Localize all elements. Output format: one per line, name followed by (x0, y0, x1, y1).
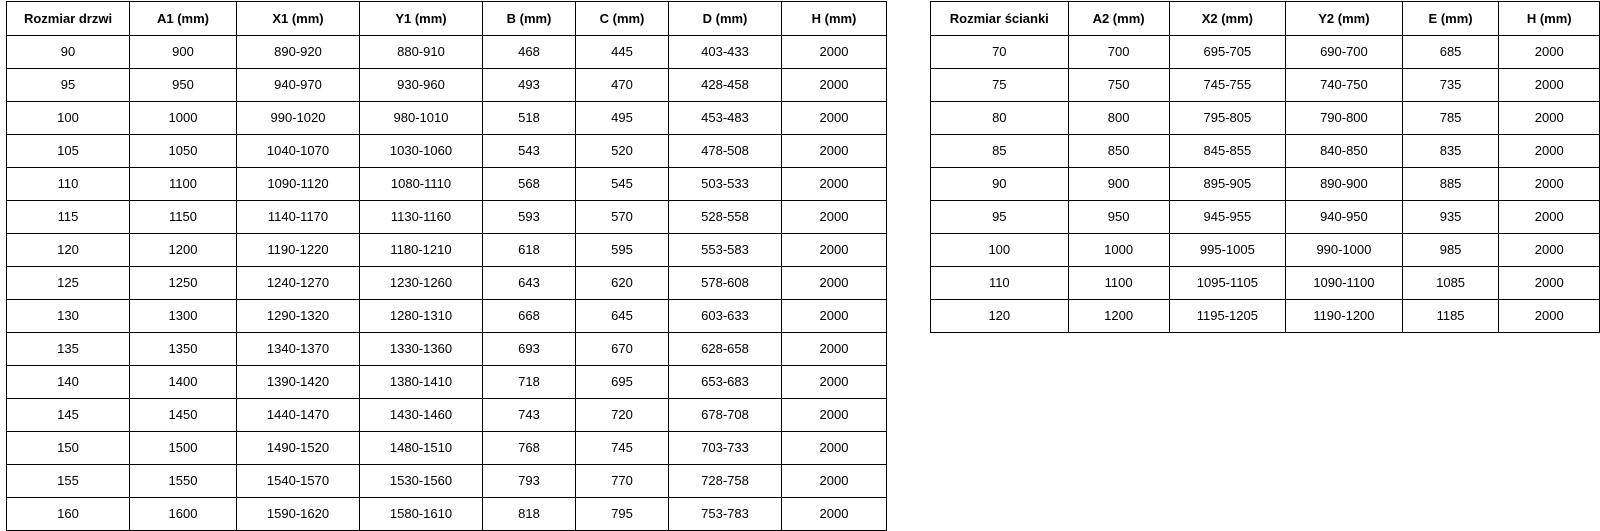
table-row (7, 498, 887, 531)
table-row (7, 135, 887, 168)
table-cell: 935 (1402, 201, 1499, 234)
table-cell: 768 (483, 432, 576, 465)
column-header: B (mm) (483, 2, 576, 36)
table-cell: 2000 (1499, 267, 1600, 300)
table-cell: 990-1000 (1286, 234, 1403, 267)
table-cell: 110 (7, 168, 130, 201)
table-cell: 895-905 (1169, 168, 1286, 201)
table-cell: 428-458 (669, 69, 782, 102)
table-cell: 740-750 (1286, 69, 1403, 102)
table-cell: 160 (7, 498, 130, 531)
table-cell: 653-683 (669, 366, 782, 399)
column-header: Rozmiar drzwi (7, 2, 130, 36)
table-cell: 1250 (130, 267, 237, 300)
table-row (7, 102, 887, 135)
wall-size-table-header (931, 2, 1600, 36)
table-cell: 1150 (130, 201, 237, 234)
table-cell: 110 (931, 267, 1069, 300)
table-cell: 1580-1610 (360, 498, 483, 531)
table-cell: 445 (576, 36, 669, 69)
table-cell: 503-533 (669, 168, 782, 201)
table-cell: 1240-1270 (237, 267, 360, 300)
table-cell: 568 (483, 168, 576, 201)
table-cell: 685 (1402, 36, 1499, 69)
table-row (931, 36, 1600, 69)
table-row (931, 168, 1600, 201)
table-cell: 578-608 (669, 267, 782, 300)
table-cell: 2000 (782, 102, 887, 135)
table-cell: 980-1010 (360, 102, 483, 135)
table-cell: 1590-1620 (237, 498, 360, 531)
column-header: Rozmiar ścianki (931, 2, 1069, 36)
table-cell: 818 (483, 498, 576, 531)
table-cell: 518 (483, 102, 576, 135)
table-cell: 985 (1402, 234, 1499, 267)
table-cell: 2000 (782, 168, 887, 201)
table-cell: 2000 (782, 234, 887, 267)
table-row (931, 234, 1600, 267)
column-header: X1 (mm) (237, 2, 360, 36)
table-cell: 1430-1460 (360, 399, 483, 432)
column-header: A2 (mm) (1068, 2, 1169, 36)
table-cell: 2000 (1499, 69, 1600, 102)
table-cell: 900 (130, 36, 237, 69)
table-cell: 670 (576, 333, 669, 366)
table-row (7, 201, 887, 234)
table-cell: 495 (576, 102, 669, 135)
table-cell: 1080-1110 (360, 168, 483, 201)
table-cell: 890-920 (237, 36, 360, 69)
table-cell: 1030-1060 (360, 135, 483, 168)
table-cell: 770 (576, 465, 669, 498)
table-cell: 1085 (1402, 267, 1499, 300)
table-cell: 403-433 (669, 36, 782, 69)
table-row (931, 102, 1600, 135)
table-cell: 643 (483, 267, 576, 300)
table-row (931, 201, 1600, 234)
table-header-row (931, 2, 1600, 36)
table-cell: 478-508 (669, 135, 782, 168)
column-header: H (mm) (1499, 2, 1600, 36)
table-cell: 1100 (1068, 267, 1169, 300)
table-cell: 2000 (782, 498, 887, 531)
table-cell: 120 (931, 300, 1069, 333)
table-row (7, 366, 887, 399)
table-cell: 100 (7, 102, 130, 135)
table-cell: 95 (931, 201, 1069, 234)
table-row (931, 135, 1600, 168)
table-cell: 1090-1100 (1286, 267, 1403, 300)
table-cell: 1340-1370 (237, 333, 360, 366)
table-cell: 795 (576, 498, 669, 531)
table-cell: 543 (483, 135, 576, 168)
table-cell: 2000 (782, 36, 887, 69)
table-row (7, 465, 887, 498)
table-cell: 750 (1068, 69, 1169, 102)
table-cell: 995-1005 (1169, 234, 1286, 267)
table-cell: 945-955 (1169, 201, 1286, 234)
table-row (7, 333, 887, 366)
table-cell: 1180-1210 (360, 234, 483, 267)
table-cell: 453-483 (669, 102, 782, 135)
table-cell: 2000 (782, 465, 887, 498)
table-cell: 835 (1402, 135, 1499, 168)
column-header: E (mm) (1402, 2, 1499, 36)
table-cell: 595 (576, 234, 669, 267)
table-cell: 2000 (782, 201, 887, 234)
table-cell: 75 (931, 69, 1069, 102)
table-cell: 1550 (130, 465, 237, 498)
table-cell: 2000 (782, 267, 887, 300)
table-row (7, 267, 887, 300)
table-cell: 1095-1105 (1169, 267, 1286, 300)
door-size-table-header (7, 2, 887, 36)
table-cell: 120 (7, 234, 130, 267)
table-cell: 800 (1068, 102, 1169, 135)
table-cell: 790-800 (1286, 102, 1403, 135)
table-cell: 2000 (782, 399, 887, 432)
table-cell: 2000 (1499, 300, 1600, 333)
table-cell: 1480-1510 (360, 432, 483, 465)
table-cell: 2000 (782, 300, 887, 333)
table-cell: 1000 (1068, 234, 1169, 267)
table-cell: 1190-1200 (1286, 300, 1403, 333)
table-cell: 728-758 (669, 465, 782, 498)
table-row (7, 234, 887, 267)
table-cell: 1230-1260 (360, 267, 483, 300)
table-cell: 2000 (1499, 135, 1600, 168)
table-cell: 90 (931, 168, 1069, 201)
table-cell: 95 (7, 69, 130, 102)
table-cell: 593 (483, 201, 576, 234)
table-cell: 2000 (782, 135, 887, 168)
table-cell: 115 (7, 201, 130, 234)
column-header: H (mm) (782, 2, 887, 36)
column-header: Y2 (mm) (1286, 2, 1403, 36)
table-cell: 990-1020 (237, 102, 360, 135)
table-cell: 1500 (130, 432, 237, 465)
table-cell: 880-910 (360, 36, 483, 69)
table-cell: 668 (483, 300, 576, 333)
table-cell: 1185 (1402, 300, 1499, 333)
table-cell: 678-708 (669, 399, 782, 432)
table-cell: 70 (931, 36, 1069, 69)
table-cell: 1280-1310 (360, 300, 483, 333)
table-cell: 520 (576, 135, 669, 168)
table-cell: 1300 (130, 300, 237, 333)
table-cell: 2000 (1499, 36, 1600, 69)
table-cell: 1140-1170 (237, 201, 360, 234)
wall-size-table-container (930, 1, 1600, 333)
table-cell: 1290-1320 (237, 300, 360, 333)
table-cell: 735 (1402, 69, 1499, 102)
table-cell: 1540-1570 (237, 465, 360, 498)
table-cell: 745-755 (1169, 69, 1286, 102)
table-cell: 785 (1402, 102, 1499, 135)
table-cell: 1195-1205 (1169, 300, 1286, 333)
table-cell: 150 (7, 432, 130, 465)
table-cell: 940-970 (237, 69, 360, 102)
table-cell: 90 (7, 36, 130, 69)
table-cell: 155 (7, 465, 130, 498)
table-cell: 1130-1160 (360, 201, 483, 234)
table-cell: 2000 (782, 333, 887, 366)
table-cell: 690-700 (1286, 36, 1403, 69)
table-cell: 1450 (130, 399, 237, 432)
table-cell: 743 (483, 399, 576, 432)
table-cell: 2000 (782, 432, 887, 465)
table-cell: 1530-1560 (360, 465, 483, 498)
table-cell: 1490-1520 (237, 432, 360, 465)
table-cell: 940-950 (1286, 201, 1403, 234)
table-cell: 603-633 (669, 300, 782, 333)
table-cell: 1200 (1068, 300, 1169, 333)
table-cell: 468 (483, 36, 576, 69)
column-header: C (mm) (576, 2, 669, 36)
table-cell: 2000 (1499, 201, 1600, 234)
table-cell: 1190-1220 (237, 234, 360, 267)
table-cell: 950 (1068, 201, 1169, 234)
table-cell: 528-558 (669, 201, 782, 234)
table-cell: 693 (483, 333, 576, 366)
table-cell: 2000 (782, 366, 887, 399)
table-header-row (7, 2, 887, 36)
table-cell: 145 (7, 399, 130, 432)
table-cell: 1330-1360 (360, 333, 483, 366)
table-cell: 700 (1068, 36, 1169, 69)
table-cell: 793 (483, 465, 576, 498)
table-cell: 135 (7, 333, 130, 366)
table-cell: 900 (1068, 168, 1169, 201)
table-cell: 1000 (130, 102, 237, 135)
table-cell: 1380-1410 (360, 366, 483, 399)
table-cell: 845-855 (1169, 135, 1286, 168)
table-cell: 703-733 (669, 432, 782, 465)
column-header: D (mm) (669, 2, 782, 36)
table-cell: 620 (576, 267, 669, 300)
table-cell: 1090-1120 (237, 168, 360, 201)
table-cell: 1440-1470 (237, 399, 360, 432)
column-header: X2 (mm) (1169, 2, 1286, 36)
table-cell: 950 (130, 69, 237, 102)
column-header: A1 (mm) (130, 2, 237, 36)
table-cell: 1600 (130, 498, 237, 531)
wall-size-table (930, 1, 1600, 333)
table-cell: 470 (576, 69, 669, 102)
table-cell: 850 (1068, 135, 1169, 168)
door-size-table-container (6, 1, 887, 531)
table-cell: 2000 (1499, 168, 1600, 201)
table-cell: 570 (576, 201, 669, 234)
table-cell: 553-583 (669, 234, 782, 267)
table-cell: 1350 (130, 333, 237, 366)
table-cell: 718 (483, 366, 576, 399)
table-cell: 720 (576, 399, 669, 432)
table-cell: 140 (7, 366, 130, 399)
table-cell: 753-783 (669, 498, 782, 531)
table-cell: 695-705 (1169, 36, 1286, 69)
table-cell: 1100 (130, 168, 237, 201)
table-cell: 545 (576, 168, 669, 201)
table-cell: 618 (483, 234, 576, 267)
table-cell: 840-850 (1286, 135, 1403, 168)
column-header: Y1 (mm) (360, 2, 483, 36)
table-row (931, 267, 1600, 300)
table-row (931, 69, 1600, 102)
table-cell: 890-900 (1286, 168, 1403, 201)
table-cell: 745 (576, 432, 669, 465)
table-row (931, 300, 1600, 333)
table-cell: 645 (576, 300, 669, 333)
table-cell: 795-805 (1169, 102, 1286, 135)
table-row (7, 432, 887, 465)
table-cell: 130 (7, 300, 130, 333)
table-cell: 1040-1070 (237, 135, 360, 168)
table-cell: 100 (931, 234, 1069, 267)
table-cell: 1390-1420 (237, 366, 360, 399)
table-row (7, 168, 887, 201)
table-cell: 2000 (1499, 102, 1600, 135)
table-cell: 85 (931, 135, 1069, 168)
table-cell: 930-960 (360, 69, 483, 102)
table-cell: 2000 (782, 69, 887, 102)
table-cell: 2000 (1499, 234, 1600, 267)
table-cell: 628-658 (669, 333, 782, 366)
table-cell: 885 (1402, 168, 1499, 201)
table-cell: 1400 (130, 366, 237, 399)
table-row (7, 300, 887, 333)
table-row (7, 399, 887, 432)
table-row (7, 69, 887, 102)
table-cell: 493 (483, 69, 576, 102)
table-cell: 105 (7, 135, 130, 168)
door-size-table-body (7, 36, 887, 531)
table-cell: 1200 (130, 234, 237, 267)
table-row (7, 36, 887, 69)
table-cell: 125 (7, 267, 130, 300)
table-cell: 80 (931, 102, 1069, 135)
table-cell: 1050 (130, 135, 237, 168)
wall-size-table-body (931, 36, 1600, 333)
table-cell: 695 (576, 366, 669, 399)
door-size-table (6, 1, 887, 531)
